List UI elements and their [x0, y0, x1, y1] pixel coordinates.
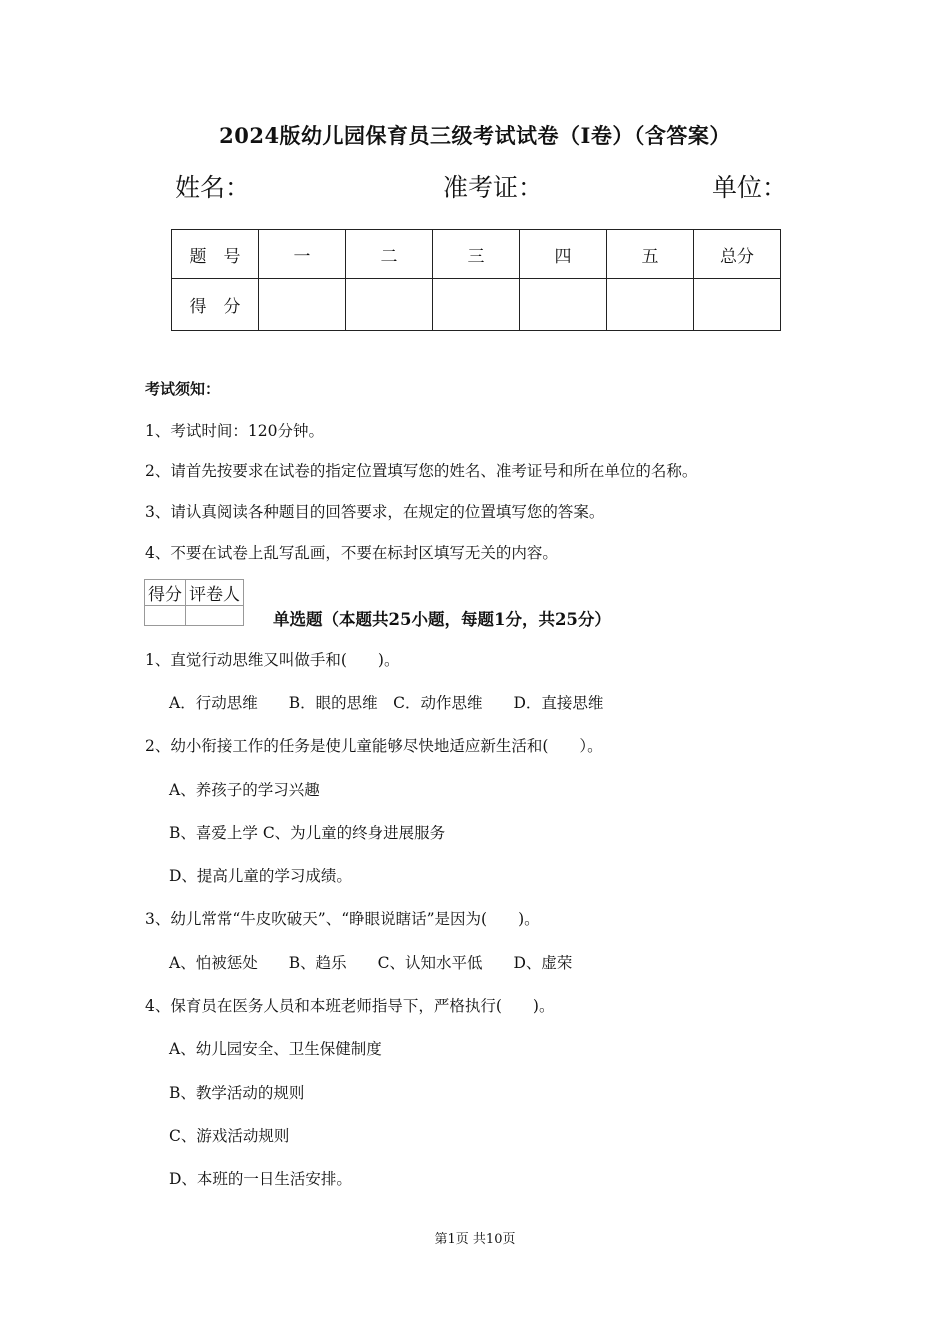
score-row-label: 得 分 [172, 279, 259, 331]
score-table-header-cell: 五 [607, 230, 694, 279]
question-option: A、养孩子的学习兴趣 [169, 781, 320, 799]
question-option: D、本班的一日生活安排。 [169, 1170, 352, 1188]
notice-item: 4、不要在试卷上乱写乱画，不要在标封区填写无关的内容。 [145, 544, 558, 562]
name-label: 姓名： [175, 173, 251, 202]
question-stem: 2、幼小衔接工作的任务是使儿童能够尽快地适应新生活和( ）。 [145, 737, 603, 755]
grader-header-row [145, 580, 244, 606]
score-table-header-cell: 一 [259, 230, 346, 279]
question-option: A．行动思维 B．眼的思维 C．动作思维 D．直接思维 [169, 694, 604, 712]
score-cell [433, 279, 520, 331]
grader-table [144, 579, 244, 626]
page-footer: 第1页 共10页 [434, 1232, 516, 1247]
question-option: D、提高儿童的学习成绩。 [169, 867, 352, 885]
notice-heading: 考试须知： [145, 380, 221, 398]
question-option: C、游戏活动规则 [169, 1127, 290, 1145]
page-title: 2024版幼儿园保育员三级考试试卷（I卷）（含答案） [219, 123, 731, 148]
score-cell [346, 279, 433, 331]
question-option: A、怕被惩处 B、趋乐 C、认知水平低 D、虚荣 [169, 954, 573, 972]
question-option: A、幼儿园安全、卫生保健制度 [169, 1040, 382, 1058]
score-table [171, 229, 781, 331]
question-option: B、喜爱上学 C、为儿童的终身进展服务 [169, 824, 446, 842]
score-table-score-row [172, 279, 781, 331]
section-title: 单选题（本题共25小题，每题1分，共25分） [273, 610, 611, 629]
score-table-header-cell: 题 号 [172, 230, 259, 279]
question-stem: 3、幼儿常常“牛皮吹破天”、“睁眼说瞎话”是因为( )。 [145, 910, 540, 928]
question-stem: 1、直觉行动思维又叫做手和( )。 [145, 651, 400, 669]
score-cell [259, 279, 346, 331]
grader-name-cell [186, 606, 244, 626]
score-cell [520, 279, 607, 331]
score-table-header-row [172, 230, 781, 279]
unit-label: 单位： [712, 173, 788, 202]
question-option: B、教学活动的规则 [169, 1084, 305, 1102]
score-cell [694, 279, 781, 331]
exam-id-label: 准考证： [443, 173, 544, 202]
grader-score-label: 得分 [145, 580, 186, 606]
notice-item: 2、请首先按要求在试卷的指定位置填写您的姓名、准考证号和所在单位的名称。 [145, 462, 698, 480]
score-table-header-cell: 总分 [694, 230, 781, 279]
grader-score-cell [145, 606, 186, 626]
score-table-header-cell: 三 [433, 230, 520, 279]
score-cell [607, 279, 694, 331]
score-table-header-cell: 二 [346, 230, 433, 279]
grader-empty-row [145, 606, 244, 626]
score-table-header-cell: 四 [520, 230, 607, 279]
grader-name-label: 评卷人 [186, 580, 244, 606]
notice-item: 3、请认真阅读各种题目的回答要求，在规定的位置填写您的答案。 [145, 503, 605, 521]
question-stem: 4、保育员在医务人员和本班老师指导下，严格执行( )。 [145, 997, 555, 1015]
notice-item: 1、考试时间：120分钟。 [145, 422, 324, 440]
